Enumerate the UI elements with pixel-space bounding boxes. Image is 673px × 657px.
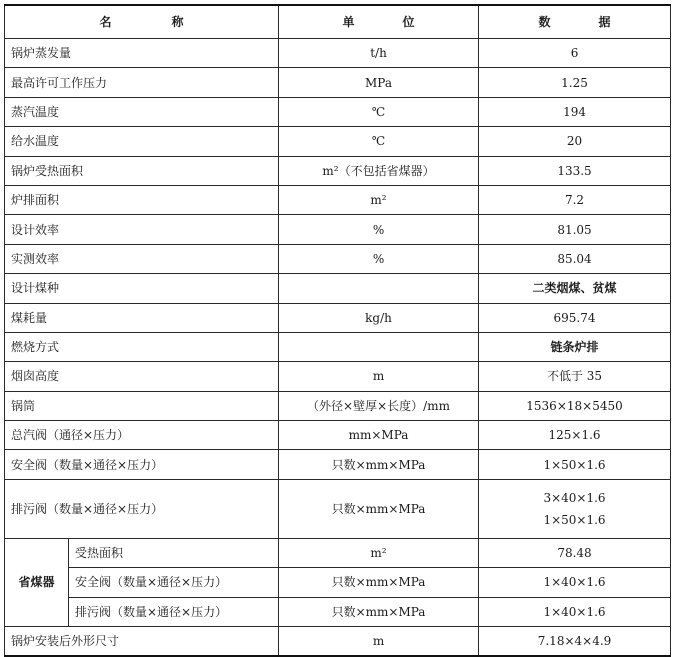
- table-row: [5, 332, 671, 361]
- header-row: [5, 5, 671, 39]
- row-unit: kg/h: [279, 303, 479, 332]
- table-row: [5, 450, 671, 479]
- row-value: 不低于 35: [479, 362, 671, 391]
- row-unit: [279, 332, 479, 361]
- row-value: 695.74: [479, 303, 671, 332]
- row-value: 81.05: [479, 215, 671, 244]
- row-unit: MPa: [279, 68, 479, 97]
- row-name: 排污阀（数量×通径×压力）: [69, 597, 279, 626]
- row-value: 1×40×1.6: [479, 597, 671, 626]
- row-name: 设计煤种: [5, 274, 279, 303]
- row-name: 总汽阀（通径×压力）: [5, 421, 279, 450]
- row-unit: ℃: [279, 97, 479, 126]
- row-name: 燃烧方式: [5, 332, 279, 361]
- header-data: 数 据: [479, 5, 671, 39]
- row-value: 125×1.6: [479, 421, 671, 450]
- row-unit: 只数×mm×MPa: [279, 568, 479, 597]
- row-value: 1×50×1.6: [479, 450, 671, 479]
- header-name: 名 称: [5, 5, 279, 39]
- row-name: 安全阀（数量×通径×压力）: [69, 568, 279, 597]
- row-unit: m: [279, 362, 479, 391]
- row-unit: [279, 274, 479, 303]
- row-unit: m²（不包括省煤器）: [279, 156, 479, 185]
- boiler-spec-table: [4, 4, 671, 657]
- row-name: 锅炉蒸发量: [5, 39, 279, 68]
- row-name: 煤耗量: [5, 303, 279, 332]
- row-unit: 只数×mm×MPa: [279, 450, 479, 479]
- economizer-label: 省煤器: [5, 538, 69, 626]
- row-value: 194: [479, 97, 671, 126]
- row-unit: m²: [279, 538, 479, 567]
- row-value: 133.5: [479, 156, 671, 185]
- row-name: 受热面积: [69, 538, 279, 567]
- table-row: [5, 156, 671, 185]
- table-row: [5, 127, 671, 156]
- row-value: 6: [479, 39, 671, 68]
- row-name: 烟囱高度: [5, 362, 279, 391]
- header-unit: 单 位: [279, 5, 479, 39]
- row-value: 1.25: [479, 68, 671, 97]
- row-value-multi: [479, 479, 671, 538]
- row-name: 炉排面积: [5, 185, 279, 214]
- table-row: [5, 244, 671, 273]
- row-value: 二类烟煤、贫煤: [479, 274, 671, 303]
- row-unit: m: [279, 627, 479, 657]
- row-unit: 只数×mm×MPa: [279, 597, 479, 626]
- table-row: [5, 421, 671, 450]
- table-row: [5, 185, 671, 214]
- row-value: 1536×18×5450: [479, 391, 671, 420]
- table-row-economizer: [5, 597, 671, 626]
- table-row: [5, 97, 671, 126]
- row-unit: %: [279, 244, 479, 273]
- row-unit: mm×MPa: [279, 421, 479, 450]
- table-row: [5, 274, 671, 303]
- row-name: 最高许可工作压力: [5, 68, 279, 97]
- table-row: [5, 39, 671, 68]
- row-unit: m²: [279, 185, 479, 214]
- row-unit: t/h: [279, 39, 479, 68]
- row-value: 链条炉排: [479, 332, 671, 361]
- row-name: 锅筒: [5, 391, 279, 420]
- table-row: [5, 362, 671, 391]
- table-row-economizer: [5, 568, 671, 597]
- row-name: 锅炉安装后外形尺寸: [5, 627, 279, 657]
- row-name: 排污阀（数量×通径×压力）: [5, 479, 279, 538]
- row-unit: （外径×壁厚×长度）/mm: [279, 391, 479, 420]
- row-unit: 只数×mm×MPa: [279, 479, 479, 538]
- table-row-blowdown: [5, 479, 671, 538]
- row-value-line: 3×40×1.6: [543, 490, 606, 505]
- table-row: [5, 303, 671, 332]
- row-name: 锅炉受热面积: [5, 156, 279, 185]
- row-value: 78.48: [479, 538, 671, 567]
- row-unit: %: [279, 215, 479, 244]
- row-unit: ℃: [279, 127, 479, 156]
- row-name: 实测效率: [5, 244, 279, 273]
- table-row: [5, 627, 671, 657]
- row-name: 给水温度: [5, 127, 279, 156]
- row-value: 7.18×4×4.9: [479, 627, 671, 657]
- row-value: 85.04: [479, 244, 671, 273]
- table-row: [5, 215, 671, 244]
- table-row: [5, 68, 671, 97]
- row-name: 安全阀（数量×通径×压力）: [5, 450, 279, 479]
- table-row: [5, 391, 671, 420]
- row-name: 设计效率: [5, 215, 279, 244]
- row-name: 蒸汽温度: [5, 97, 279, 126]
- row-value: 20: [479, 127, 671, 156]
- row-value: 1×40×1.6: [479, 568, 671, 597]
- table-row-economizer: [5, 538, 671, 567]
- row-value: 7.2: [479, 185, 671, 214]
- row-value-line: 1×50×1.6: [543, 512, 606, 527]
